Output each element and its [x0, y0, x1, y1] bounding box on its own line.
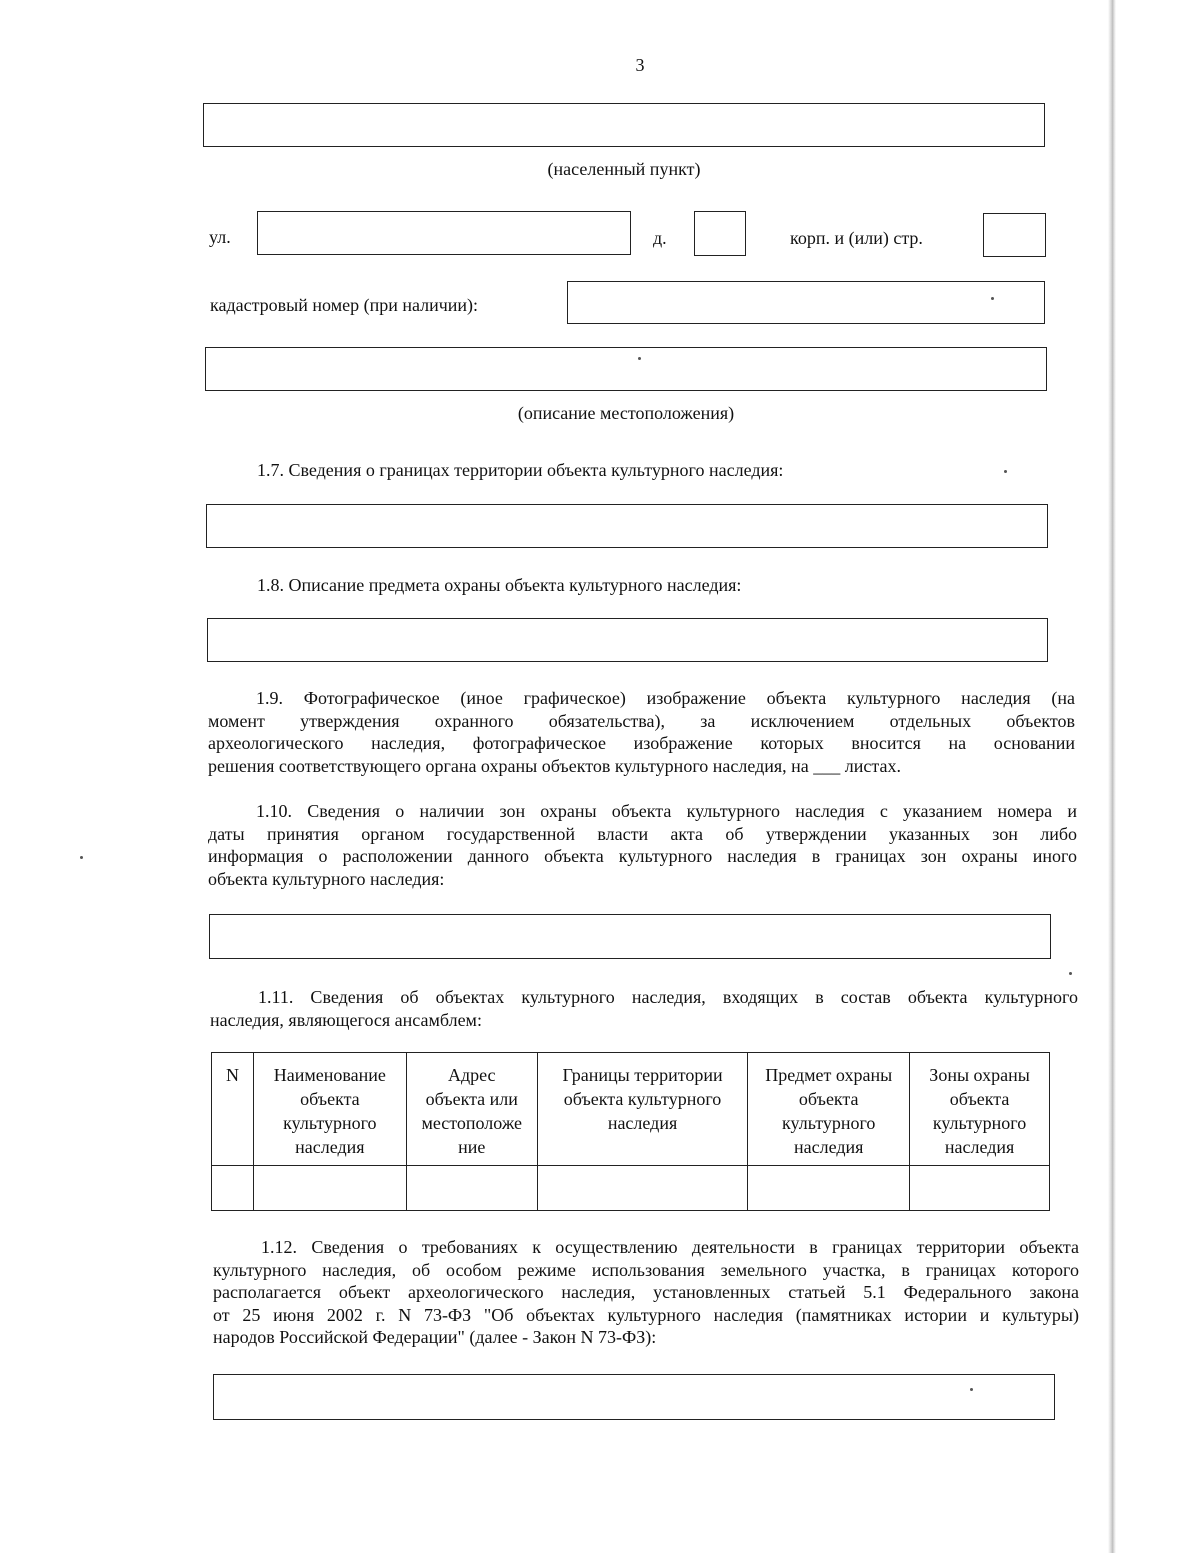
paragraph-line: народов Российской Федерации" (далее - Закон N 73-ФЗ): [213, 1327, 657, 1347]
table-cell[interactable] [537, 1166, 748, 1211]
paragraph-line: располагается объект археологического наследия, установленных статьей 5.1 Федерального закона [213, 1282, 1079, 1302]
location-description-caption: (описание местоположения) [517, 403, 735, 423]
section-1-7-field[interactable] [206, 504, 1048, 548]
building-field[interactable] [983, 213, 1046, 257]
header-cell-boundaries: Границы территории объекта культурного наследия [537, 1053, 748, 1166]
section-1-8-heading: 1.8. Описание предмета охраны объекта культурного наследия: [257, 575, 742, 595]
section-1-12-field[interactable] [213, 1374, 1055, 1420]
section-1-7-heading: 1.7. Сведения о границах территории объекта культурного наследия: [257, 460, 784, 480]
paragraph-line: 1.11. Сведения об объектах культурного наследия, входящих в состав объекта культурного [258, 987, 1078, 1007]
house-field[interactable] [694, 211, 746, 256]
section-1-10-paragraph [208, 800, 1077, 890]
paragraph-line: наследия, являющегося ансамблем: [210, 1009, 482, 1030]
paragraph-line: 1.10. Сведения о наличии зон охраны объекта культурного наследия с указанием номера и [256, 801, 1077, 821]
header-cell-address: Адрес объекта или местоположе ние [406, 1053, 537, 1166]
scan-page-edge [1108, 0, 1116, 1553]
header-cell-name: Наименование объекта культурного наследия [253, 1053, 406, 1166]
street-label: ул. [209, 227, 231, 247]
scan-speck [991, 297, 994, 300]
table-cell[interactable] [406, 1166, 537, 1211]
table-cell[interactable] [253, 1166, 406, 1211]
location-description-field[interactable] [205, 347, 1047, 391]
paragraph-line: культурного наследия, об особом режиме использования земельного участка, в границах которого [213, 1259, 1079, 1280]
cadastral-label: кадастровый номер (при наличии): [210, 295, 479, 315]
header-cell-protection-zones: Зоны охраны объекта культурного наследия [910, 1053, 1050, 1166]
paragraph-line: археологического наследия, фотографическое изображение которых вносится на основании [208, 733, 1075, 753]
header-cell-protection-subject: Предмет охраны объекта культурного наследия [748, 1053, 910, 1166]
scan-speck [80, 856, 83, 859]
ensemble-objects-table [211, 1052, 1050, 1211]
scan-speck [638, 357, 641, 360]
section-1-9-paragraph [208, 687, 1075, 777]
table-header-row [212, 1053, 1050, 1166]
paragraph-line: информация о расположении данного объекта культурного наследия в границах зон охраны иного [208, 846, 1077, 866]
section-1-10-field[interactable] [209, 914, 1051, 959]
paragraph-line: решения соответствующего органа охраны объектов культурного наследия, на ___ листах. [208, 755, 901, 776]
table-cell[interactable] [212, 1166, 254, 1211]
paragraph-line: 1.9. Фотографическое (иное графическое) изображение объекта культурного наследия (на [256, 688, 1075, 708]
scan-speck [1004, 470, 1007, 473]
paragraph-line: объекта культурного наследия: [208, 868, 445, 889]
header-cell-number: N [212, 1053, 254, 1166]
paragraph-line: от 25 июня 2002 г. N 73-ФЗ "Об объектах культурного наследия (памятниках истории и культуры) [213, 1304, 1079, 1325]
house-label: д. [653, 228, 667, 248]
settlement-caption: (населенный пункт) [547, 159, 701, 179]
table-cell[interactable] [910, 1166, 1050, 1211]
scan-speck [1069, 972, 1072, 975]
section-1-11-paragraph [210, 986, 1078, 1031]
table-cell[interactable] [748, 1166, 910, 1211]
paragraph-line: момент утверждения охранного обязательства), за исключением отдельных объектов [208, 710, 1075, 731]
scan-speck [970, 1388, 973, 1391]
page-number: 3 [635, 55, 645, 75]
section-1-12-paragraph [213, 1236, 1079, 1349]
section-1-8-field[interactable] [207, 618, 1048, 662]
paragraph-line: 1.12. Сведения о требованиях к осуществлению деятельности в границах территории объекта [261, 1237, 1079, 1257]
settlement-field[interactable] [203, 103, 1045, 147]
cadastral-field[interactable] [567, 281, 1045, 324]
street-field[interactable] [257, 211, 631, 255]
table-row [212, 1166, 1050, 1211]
building-label: корп. и (или) стр. [790, 228, 923, 248]
paragraph-line: даты принятия органом государственной власти акта об утверждении указанных зон либо [208, 823, 1077, 844]
